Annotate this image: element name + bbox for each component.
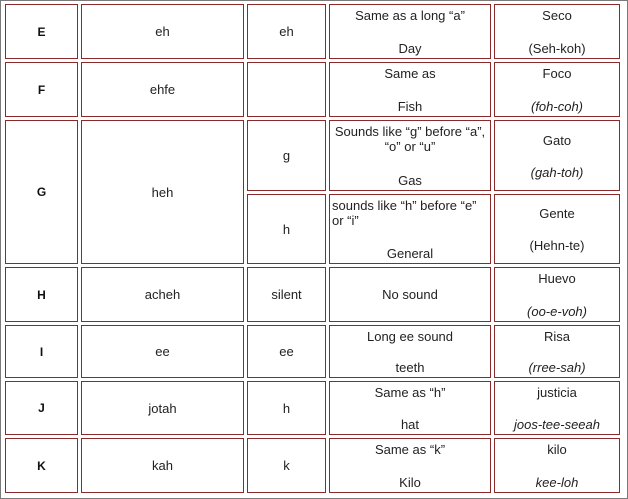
letter-name: ee [155, 344, 170, 359]
letter-cell [5, 438, 78, 493]
example-cell [494, 194, 620, 264]
example-pronunciation: (oo-e-voh) [527, 304, 587, 319]
example-cell [494, 120, 620, 191]
example-pronunciation: (rree-sah) [528, 360, 586, 375]
name-cell [81, 62, 244, 117]
example-cell [494, 4, 620, 59]
description-cell [329, 194, 491, 264]
sound: ee [279, 344, 294, 359]
description-example: Day [398, 41, 422, 56]
sound-cell [247, 381, 326, 435]
example-word: Gato [542, 132, 572, 148]
description-text: Same as a long “a” [355, 8, 465, 23]
example-pronunciation: (Seh-koh) [528, 41, 586, 56]
sound-cell [247, 62, 326, 117]
name-cell [81, 325, 244, 378]
example-cell [494, 62, 620, 117]
example-pronunciation: (foh-coh) [530, 99, 584, 114]
letter-name: ehfe [149, 82, 176, 97]
name-cell [81, 267, 244, 322]
example-pronunciation: (Hehn-te) [529, 237, 585, 253]
example-word: Huevo [538, 271, 576, 286]
letter-name: eh [155, 24, 170, 39]
letter-name: acheh [144, 287, 181, 302]
sound: h [282, 400, 291, 416]
description-example: Kilo [399, 475, 421, 490]
letter-name: jotah [148, 400, 177, 416]
description-cell [329, 120, 491, 191]
sound: g [282, 148, 291, 163]
example-pronunciation: kee-loh [535, 475, 579, 490]
example-word: Risa [543, 329, 570, 344]
letter: K [37, 458, 46, 473]
letter-cell [5, 325, 78, 378]
name-cell [81, 4, 244, 59]
sound: silent [271, 287, 302, 302]
letter: H [37, 287, 46, 302]
description-text: sounds like “h” before “e” or “i” [332, 198, 477, 228]
description-cell [329, 381, 491, 435]
description-example: teeth [395, 360, 425, 375]
letter-cell [5, 381, 78, 435]
example-cell [494, 325, 620, 378]
sound-cell [247, 4, 326, 59]
description-cell [329, 4, 491, 59]
letter: J [38, 401, 45, 415]
letter-cell [5, 267, 78, 322]
sound-cell [247, 194, 326, 264]
sound: h [282, 221, 291, 237]
name-cell [81, 438, 244, 493]
example-pronunciation: joos-tee-seeah [514, 417, 600, 432]
example-cell [494, 267, 620, 322]
example-word: justicia [537, 385, 577, 400]
description-example: Fish [397, 99, 423, 114]
letter-name: heh [151, 184, 174, 200]
sound: k [283, 458, 290, 473]
description-text: Long ee sound [366, 329, 454, 344]
description-cell [329, 267, 491, 322]
description-example: hat [400, 417, 420, 432]
letter: F [37, 82, 46, 97]
description-text: Same as “k” [374, 442, 446, 457]
description-cell [329, 62, 491, 117]
sound-cell [247, 120, 326, 191]
example-word: Foco [542, 66, 572, 81]
description-example: Gas [398, 173, 422, 188]
example-cell [494, 381, 620, 435]
letter-cell [5, 120, 78, 264]
description-text: Same as “h” [374, 385, 446, 400]
letter-name: kah [152, 458, 173, 473]
example-word: Gente [539, 206, 575, 222]
description-example: General [386, 246, 434, 261]
example-pronunciation: (gah-toh) [530, 164, 584, 180]
letter-cell [5, 4, 78, 59]
sound-cell [247, 438, 326, 493]
description-cell [329, 325, 491, 378]
description-text: No sound [382, 287, 438, 302]
name-cell [81, 381, 244, 435]
description-text: Same as [384, 66, 436, 81]
name-cell [81, 120, 244, 264]
letter: E [37, 24, 46, 39]
letter-cell [5, 62, 78, 117]
letter: G [36, 185, 47, 199]
sound-cell [247, 267, 326, 322]
description-cell [329, 438, 491, 493]
sound: eh [279, 24, 294, 39]
example-cell [494, 438, 620, 493]
description-text: Sounds like “g” before “a”, “o” or “u” [334, 124, 486, 154]
sound-cell [247, 325, 326, 378]
example-word: Seco [542, 8, 572, 23]
letter: I [39, 344, 44, 359]
example-word: kilo [547, 442, 567, 457]
